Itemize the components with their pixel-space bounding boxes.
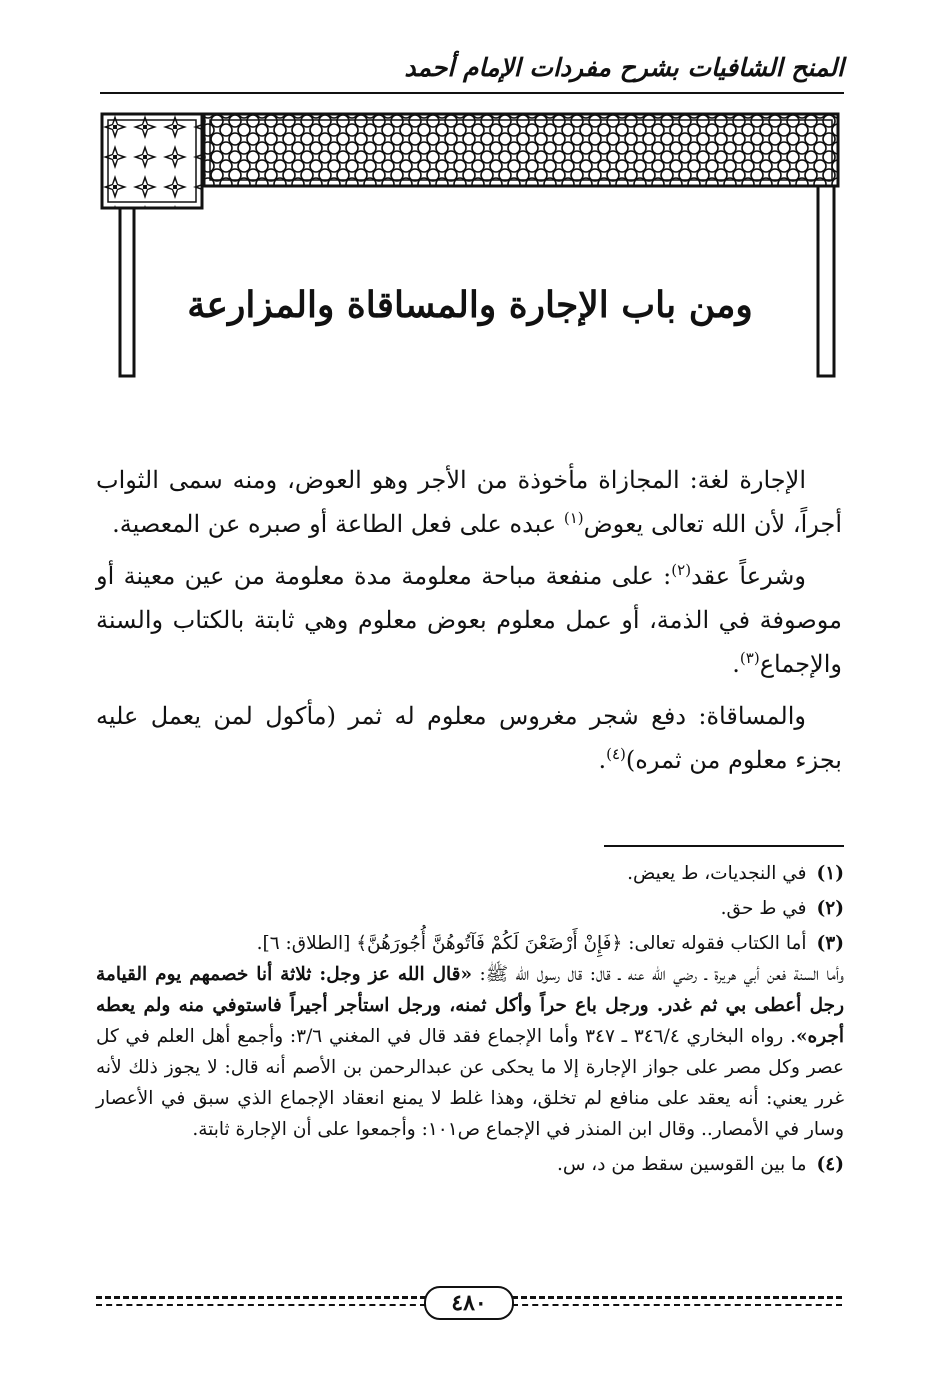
footnote-text: في النجديات، ط يعيض.	[627, 863, 807, 884]
chapter-title: ومن باب الإجارة والمساقاة والمزارعة	[187, 284, 753, 326]
footnote-number: (٢)	[816, 898, 844, 919]
footnote-ref-1: (١)	[563, 509, 584, 527]
footnote-4	[96, 1149, 844, 1180]
paragraph-ijara-shar	[96, 554, 842, 686]
footnotes	[96, 858, 844, 1184]
footer-dash-line	[512, 1304, 842, 1306]
footnote-ref-4: (٤)	[606, 745, 626, 763]
footnote-ref-2: (٢)	[671, 561, 692, 579]
main-text	[96, 458, 842, 790]
footnote-3-continuation	[96, 959, 844, 1145]
chapter-ornament-frame	[100, 112, 840, 380]
footnote-separator	[604, 845, 844, 847]
hadith-quote: «قال الله عز وجل: ثلاثة أنا خصمهم يوم القيامة رجل أعطى بي ثم غدر. ورجل باع حراً وأكل ثمنه، ورجل استأجر أجيراً فاستوفي منه ولم يعطه أجره»	[96, 964, 845, 1047]
footnote-text: في ط حق.	[720, 898, 807, 919]
footnote-text: وأما السنة فعن أبي هريرة ـ رضي الله عنه ـ قال: قال رسول الله ﷺ:	[472, 964, 844, 985]
footer-dash-line	[96, 1304, 426, 1306]
running-head-book-title: المنح الشافيات بشرح مفردات الإمام أحمد	[404, 53, 844, 82]
paragraph-text: الإجارة لغة: المجازاة مأخوذة من الأجر وهو العوض، ومنه سمى الثواب أجراً، لأن الله تعالى يعوض	[96, 466, 842, 538]
footnote-text: . رواه البخاري ٣٤٦/٤ ـ ٣٤٧ وأما الإجماع فقد قال في المغني ٣/٦: وأجمع أهل العلم في كل عصر وكل مصر على جواز الإجارة إلا ما يحكى عن عبدالرحمن بن الأصم أنه قال: لا يجوز ذلك لأنه غرر يعني: أنه يعقد على منافع لم تخلق، وهذا غلط لا يمنع انعقاد الإجماع الذي سبق في الأعصار وسار في الأمصار.. وقال ابن المنذر في الإجماع ص١٠١: وأجمعوا على أن الإجارة ثابتة.	[96, 1026, 844, 1140]
footnote-ref-3: (٣)	[739, 649, 760, 667]
footer-dash-line	[512, 1296, 842, 1299]
paragraph-text: : على منفعة مباحة معلومة مدة معلومة من عين معينة أو موصوفة في الذمة، أو عمل معلوم بعوض معلوم وهي ثابتة بالكتاب والسنة والإجماع	[96, 562, 842, 678]
footnote-1	[96, 858, 844, 889]
paragraph-text: والمساقاة: دفع شجر مغروس معلوم له ثمر (مأكول لمن يعمل عليه بجزء معلوم من ثمره)	[96, 702, 842, 774]
footnote-number: (١)	[816, 863, 844, 884]
paragraph-text: عبده على فعل الطاعة أو صبره عن المعصية.	[112, 510, 564, 538]
footnote-number: (٣)	[816, 933, 844, 954]
footnote-text: ما بين القوسين سقط من د، س.	[556, 1154, 807, 1175]
footer-dash-line	[96, 1296, 426, 1299]
paragraph-text: .	[598, 746, 607, 774]
footnote-3	[96, 928, 844, 1145]
header-rule	[100, 92, 844, 94]
page-footer	[96, 1286, 842, 1330]
paragraph-ijara-lugha	[96, 458, 842, 546]
footnote-text: أما الكتاب فقوله تعالى: ﴿فَإِنْ أَرْضَعْنَ لَكُمْ فَآتُوهُنَّ أُجُورَهُنَّ﴾ [الطلاق: ٦].	[256, 933, 807, 954]
footnote-number: (٤)	[816, 1154, 844, 1175]
paragraph-text: وشرعاً عقد	[691, 562, 807, 590]
page-number: ٤٨٠	[424, 1286, 514, 1320]
footnote-2	[96, 893, 844, 924]
paragraph-text: .	[732, 650, 740, 678]
paragraph-musaqat	[96, 694, 842, 782]
